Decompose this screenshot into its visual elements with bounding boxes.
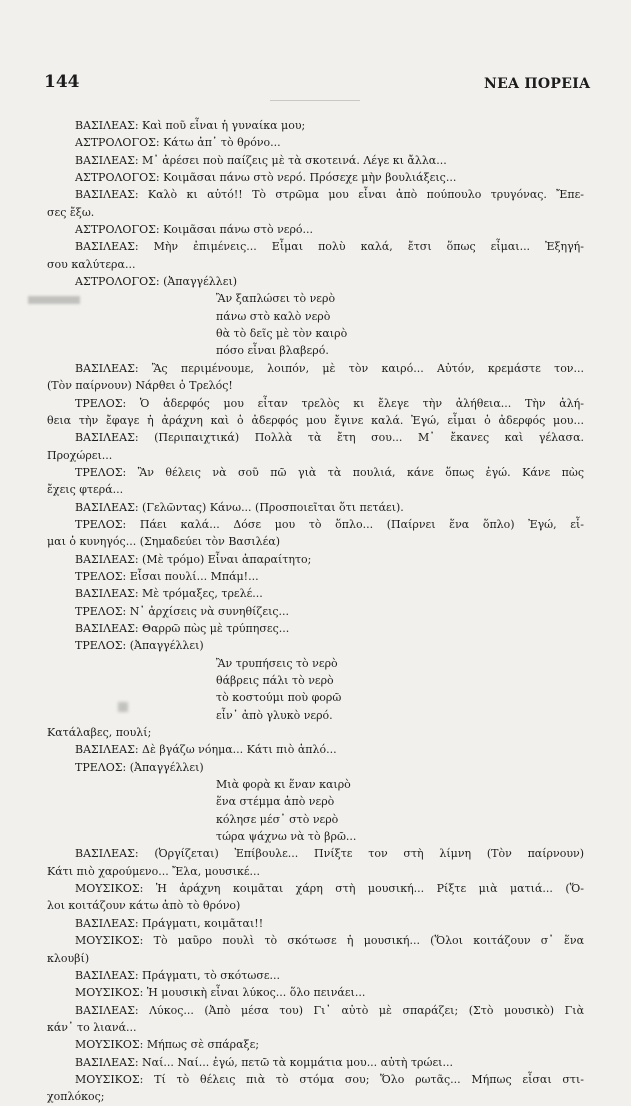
dialogue-line: ΜΟΥΣΙΚΟΣ: Ἡ ἀράχνη κοιμᾶται χάρη στὴ μουσική... Ρίξτε μιὰ ματιά... (Ὅ- bbox=[75, 882, 584, 896]
verse-line: κόλησε μέσ᾽ στὸ νερὸ bbox=[216, 812, 339, 826]
dialogue-line: χοπλόκος; bbox=[47, 1090, 105, 1104]
dialogue-line: ΤΡΕΛΟΣ: Ἂν θέλεις νὰ σοῦ πῶ γιὰ τὰ πουλιά, κάνε ὅπως ἐγώ. Κάνε πὼς bbox=[75, 465, 584, 479]
verse-line: πόσο εἶναι βλαβερό. bbox=[216, 344, 329, 358]
dialogue-line: ΒΑΣΙΛΕΑΣ: Πράγματι, κοιμᾶται!! bbox=[75, 916, 264, 930]
dialogue-line: ΜΟΥΣΙΚΟΣ: Μήπως σὲ σπάραξε; bbox=[75, 1038, 260, 1052]
dialogue-line: ΒΑΣΙΛΕΑΣ: Καλὸ κι αὐτό!! Τὸ στρῶμα μου εἶναι ἀπὸ πούπουλο τρυγόνας. Ἔπε- bbox=[75, 188, 584, 202]
play-text bbox=[0, 117, 631, 1106]
dialogue-line: θεια τὴν ἔφαγε ἡ ἀράχνη καὶ ὁ ἀδερφός μου ἔγινε καλά. Ἐγώ, εἶμαι ὁ ἀδερφός μου... bbox=[47, 413, 584, 427]
dialogue-line: ΒΑΣΙΛΕΑΣ: (Μὲ τρόμο) Εἶναι ἀπαραίτητο; bbox=[75, 552, 312, 566]
verse-line: τὸ κοστούμι ποὺ φορῶ bbox=[216, 691, 342, 705]
dialogue-line: λοι κοιτάζουν κάτω ἀπὸ τὸ θρόνο) bbox=[47, 899, 241, 913]
dialogue-line: ΒΑΣΙΛΕΑΣ: Μὲ τρόμαξες, τρελέ... bbox=[75, 587, 263, 601]
verse-line: Ἂν τρυπήσεις τὸ νερὸ bbox=[216, 656, 338, 670]
verse-line: εἶν᾽ ἀπὸ γλυκὸ νερό. bbox=[216, 708, 333, 722]
dialogue-line: ΑΣΤΡΟΛΟΓΟΣ: Κοιμᾶσαι πάνω στὸ νερό... bbox=[75, 223, 314, 237]
verse-line: θὰ τὸ δεῖς μὲ τὸν καιρὸ bbox=[216, 327, 348, 341]
dialogue-line: μαι ὁ κυνηγός... (Σημαδεύει τὸν Βασιλέα) bbox=[47, 535, 281, 549]
dialogue-line: ἔχεις φτερά... bbox=[47, 483, 124, 497]
dialogue-line: ΤΡΕΛΟΣ: (Ἀπαγγέλλει) bbox=[75, 639, 204, 653]
dialogue-line: Προχώρει... bbox=[47, 448, 113, 462]
dialogue-line: ΜΟΥΣΙΚΟΣ: Τὸ μαῦρο πουλὶ τὸ σκότωσε ἡ μουσική... (Ὅλοι κοιτάζουν σ᾽ ἕνα bbox=[75, 934, 584, 948]
header-rule bbox=[270, 100, 360, 101]
dialogue-line: ΒΑΣΙΛΕΑΣ: Πράγματι, τὸ σκότωσε... bbox=[75, 968, 281, 982]
dialogue-line: ΤΡΕΛΟΣ: (Ἀπαγγέλλει) bbox=[75, 760, 204, 774]
dialogue-line: σου καλύτερα... bbox=[47, 257, 136, 271]
dialogue-line: ΜΟΥΣΙΚΟΣ: Τί τὸ θέλεις πιὰ τὸ στόμα σου; Ὅλο ρωτᾶς... Μήπως εἶσαι στι- bbox=[75, 1072, 584, 1086]
verse-line: Μιὰ φορὰ κι ἕναν καιρὸ bbox=[216, 778, 351, 792]
dialogue-line: ΤΡΕΛΟΣ: Ὁ ἀδερφός μου εἶταν τρελὸς κι ἔλεγε τὴν ἀλήθεια... Τὴν ἀλή- bbox=[75, 396, 584, 410]
dialogue-line: ΒΑΣΙΛΕΑΣ: Μὴν ἐπιμένεις... Εἶμαι πολὺ καλά, ἔτσι ὅπως εἶμαι... Ἐξηγή- bbox=[75, 240, 584, 254]
verse-line: Ἂν ξαπλώσει τὸ νερὸ bbox=[216, 292, 336, 306]
dialogue-line: ΒΑΣΙΛΕΑΣ: Δὲ βγάζω νόημα... Κάτι πιὸ ἁπλό... bbox=[75, 743, 337, 757]
dialogue-line: κλουβί) bbox=[47, 951, 90, 965]
dialogue-line: ΒΑΣΙΛΕΑΣ: Ἂς περιμένουμε, λοιπόν, μὲ τὸν καιρό... Αὐτόν, κρεμάστε τον... bbox=[75, 361, 584, 375]
dialogue-line: (Τὸν παίρνουν) Νάρθει ὁ Τρελός! bbox=[47, 379, 233, 393]
dialogue-line: ΑΣΤΡΟΛΟΓΟΣ: Κοιμᾶσαι πάνω στὸ νερό. Πρόσεχε μὴν βουλιάξεις... bbox=[75, 171, 457, 185]
dialogue-line: ΒΑΣΙΛΕΑΣ: (Ὀργίζεται) Ἐπίβουλε... Πνίξτε τον στὴ λίμνη (Τὸν παίρνουν) bbox=[75, 847, 584, 861]
dialogue-line: ΑΣΤΡΟΛΟΓΟΣ: (Ἀπαγγέλλει) bbox=[75, 275, 238, 289]
verse-line: τώρα ψάχνω νὰ τὸ βρῶ... bbox=[216, 830, 357, 844]
verse-line: πάνω στὸ καλὸ νερὸ bbox=[216, 309, 331, 323]
dialogue-line: ΒΑΣΙΛΕΑΣ: Λύκος... (Ἀπὸ μέσα του) Γι᾽ αὐτὸ μὲ σπαράζει; (Στὸ μουσικὸ) Γιὰ bbox=[75, 1003, 584, 1017]
dialogue-line: σες ἔξω. bbox=[47, 205, 95, 219]
dialogue-line: ΒΑΣΙΛΕΑΣ: Καὶ ποῦ εἶναι ἡ γυναίκα μου; bbox=[75, 119, 306, 132]
dialogue-line: Κάτι πιὸ χαρούμενο... Ἔλα, μουσικέ... bbox=[47, 864, 261, 878]
verse-line: θάβρεις πάλι τὸ νερὸ bbox=[216, 674, 334, 687]
dialogue-line: ΤΡΕΛΟΣ: Πάει καλά... Δόσε μου τὸ ὅπλο... (Παίρνει ἕνα ὅπλο) Ἐγώ, εἶ- bbox=[75, 517, 584, 531]
verse-line: ἕνα στέμμα ἀπὸ νερὸ bbox=[216, 795, 335, 809]
dialogue-line: ΤΡΕΛΟΣ: Ν᾽ ἀρχίσεις νὰ συνηθίζεις... bbox=[75, 604, 290, 618]
dialogue-line: ΒΑΣΙΛΕΑΣ: Ναί... Ναί... ἐγώ, πετῶ τὰ κομμάτια μου... αὐτὴ τρώει... bbox=[75, 1055, 453, 1069]
dialogue-line: Κατάλαβες, πουλί; bbox=[47, 726, 152, 740]
dialogue-line: ΒΑΣΙΛΕΑΣ: Θαρρῶ πὼς μὲ τρύπησες... bbox=[75, 621, 290, 635]
dialogue-line: ΒΑΣΙΛΕΑΣ: (Περιπαιχτικά) Πολλὰ τὰ ἔτη σου... Μ᾽ ἔκανες καὶ γέλασα. bbox=[75, 431, 584, 445]
dialogue-line: κάν᾽ το λιανά... bbox=[47, 1020, 137, 1034]
dialogue-line: ΤΡΕΛΟΣ: Εἶσαι πουλί... Μπάμ!... bbox=[75, 569, 259, 583]
dialogue-line: ΜΟΥΣΙΚΟΣ: Ἡ μουσικὴ εἶναι λύκος... ὅλο πεινάει... bbox=[75, 986, 366, 1000]
dialogue-line: ΒΑΣΙΛΕΑΣ: Μ᾽ ἀρέσει ποὺ παίζεις μὲ τὰ σκοτεινά. Λέγε κι ἄλλα... bbox=[75, 153, 447, 167]
dialogue-line: ΑΣΤΡΟΛΟΓΟΣ: Κάτω ἀπ᾽ τὸ θρόνο... bbox=[75, 136, 281, 150]
running-title: ΝΕΑ ΠΟΡΕΙΑ bbox=[484, 76, 591, 92]
page-number: 144 bbox=[44, 72, 80, 92]
dialogue-line: ΒΑΣΙΛΕΑΣ: (Γελῶντας) Κάνω... (Προσποιεῖται ὅτι πετάει). bbox=[75, 500, 404, 514]
